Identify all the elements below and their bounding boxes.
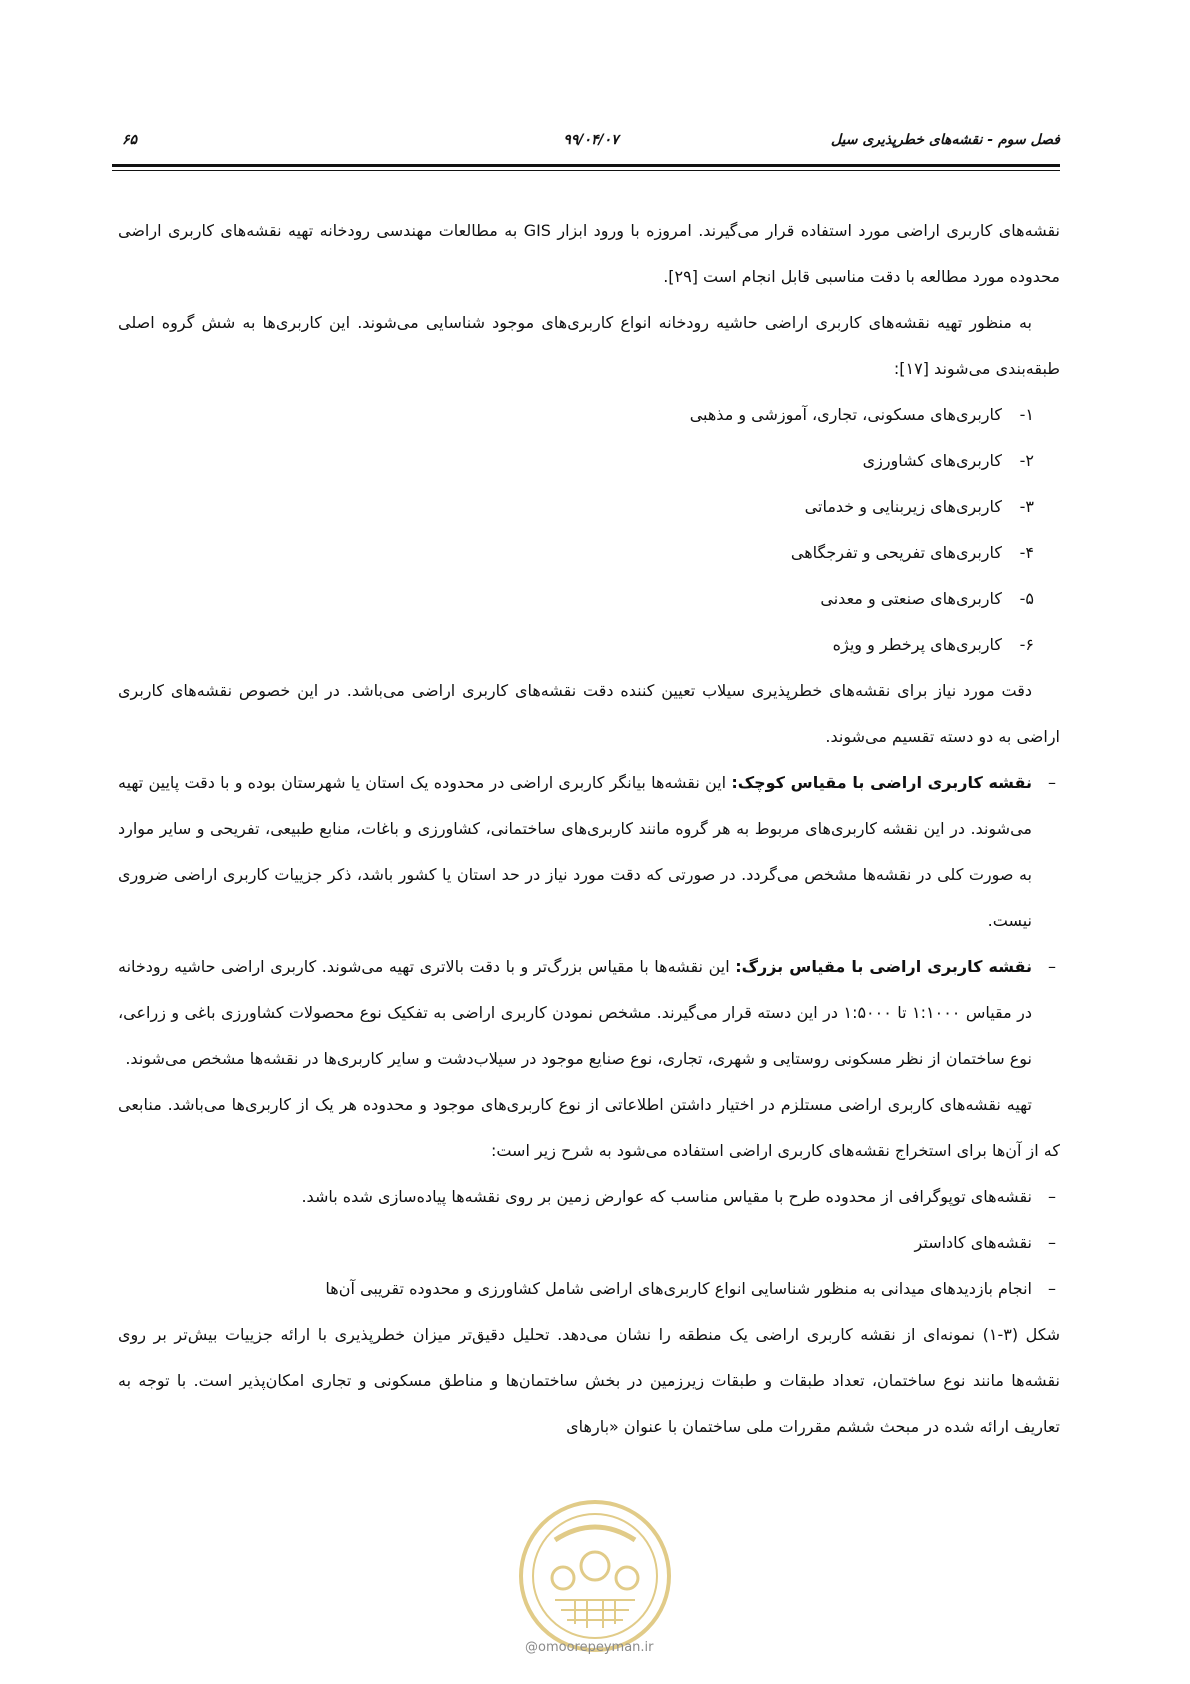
list-item: ۴-کاربری‌های تفریحی و تفرجگاهی — [790, 543, 1034, 562]
paragraph-sources: تهیه نقشه‌های کاربری اراضی مستلزم در اختیار داشتن اطلاعاتی از نوع کاربری‌های موجود و محدوده هر یک از کاربری‌ها می‌باشد. منابعی که از آن‌ها برای استخراج نقشه‌های کاربری اراضی استفاده می‌شود به شرح زیر است: — [118, 1095, 1060, 1160]
list-item: ۶-کاربری‌های پرخطر و ویژه — [832, 635, 1034, 654]
paragraph-intro: نقشه‌های کاربری اراضی مورد استفاده قرار می‌گیرند. امروزه با ورود ابزار GIS به مطالعات مهندسی رودخانه تهیه نقشه‌های کاربری اراضی محدوده مورد مطالعه با دقت مناسبی قابل انجام است [۲۹]. — [118, 221, 1061, 286]
source-item: – نقشه‌های توپوگرافی از محدوده طرح با مقیاس مناسب که عوارض زمین بر روی نقشه‌ها پیاده‌سازی شده باشد. — [301, 1187, 1056, 1206]
map-type-large-scale: – نقشه کاربری اراضی با مقیاس بزرگ: این نقشه‌ها با مقیاس بزرگ‌تر و با دقت بالاتری تهیه می‌شوند. کاربری اراضی حاشیه رودخانه در مقیاس ۱:۱۰۰۰ تا ۱:۵۰۰۰ در این دسته قرار می‌گیرند. مشخص نمودن کاربری اراضی به تفکیک نوع محصولات کشاورزی باغی و زراعی، نوع ساختمان از نظر مسکونی روستایی و شهری، تجاری، نوع صنایع موجود در سیلاب‌دشت و سایر کاربری‌ها در نقشه‌ها مشخص می‌شوند. — [118, 957, 1056, 1068]
page-body — [118, 208, 1060, 1450]
source-item: – انجام بازدیدهای میدانی به منظور شناسایی انواع کاربری‌های اراضی شامل کشاورزی و محدوده تقریبی آن‌ها — [325, 1279, 1056, 1298]
list-item: ۲-کاربری‌های کشاورزی — [862, 451, 1034, 470]
watermark-site: @omoorepeyman.ir — [525, 1640, 654, 1655]
list-item: ۳-کاربری‌های زیربنایی و خدماتی — [804, 497, 1034, 516]
header-rule-thin — [112, 170, 1060, 171]
land-use-list — [118, 392, 1060, 668]
page-header — [122, 128, 1060, 158]
map-type-small-scale: – نقشه کاربری اراضی با مقیاس کوچک: این نقشه‌ها بیانگر کاربری اراضی در محدوده یک استان یا شهرستان بوده و با دقت پایین تهیه می‌شوند. در این نقشه کاربری‌های مربوط به هر گروه مانند کاربری‌های ساختمانی، کشاورزی و باغات، منابع طبیعی، تفریحی و سایر موارد به صورت کلی در نقشه‌ها مشخص می‌گردد. در صورتی که دقت مورد نیاز در حد استان یا کشور باشد، ذکر جزییات کاربری اراضی ضروری نیست. — [118, 773, 1056, 930]
paragraph-accuracy: دقت مورد نیاز برای نقشه‌های خطرپذیری سیلاب تعیین کننده دقت نقشه‌های کاربری اراضی می‌باشد. در این خصوص نقشه‌های کاربری اراضی به دو دسته تقسیم می‌شوند. — [118, 681, 1060, 746]
header-rule-thick — [112, 164, 1060, 167]
source-item: – نقشه‌های کاداستر — [914, 1233, 1056, 1252]
page-number: ۶۵ — [122, 132, 138, 148]
paragraph-land-use-groups: به منظور تهیه نقشه‌های کاربری اراضی حاشیه رودخانه انواع کاربری‌های موجود شناسایی می‌شوند. این کاربری‌ها به شش گروه اصلی طبقه‌بندی می‌شوند [۱۷]: — [118, 313, 1060, 378]
watermark-logo-icon — [515, 1496, 675, 1656]
paragraph-figure-ref: شکل (۳-۱) نمونه‌ای از نقشه کاربری اراضی یک منطقه را نشان می‌دهد. تحلیل دقیق‌تر میزان خطرپذیری با ارائه جزییات بیش‌تر بر روی نقشه‌ها مانند نوع ساختمان، تعداد طبقات و طبقات زیرزمین در بخش ساختمان‌ها و مناطق مسکونی و تجاری امکان‌پذیر است. با توجه به تعاریف ارائه شده در مبحث ششم مقررات ملی ساختمان با عنوان «بارهای — [118, 1325, 1061, 1436]
list-item: ۱-کاربری‌های مسکونی، تجاری، آموزشی و مذهبی — [689, 405, 1034, 424]
header-date: ۹۹/۰۴/۰۷ — [563, 132, 619, 148]
chapter-title: فصل سوم - نقشه‌های خطرپذیری سیل — [830, 132, 1060, 148]
map-type-title: نقشه کاربری اراضی با مقیاس کوچک: — [731, 773, 1032, 792]
list-item: ۵-کاربری‌های صنعتی و معدنی — [820, 589, 1034, 608]
map-type-title: نقشه کاربری اراضی با مقیاس بزرگ: — [735, 957, 1032, 976]
